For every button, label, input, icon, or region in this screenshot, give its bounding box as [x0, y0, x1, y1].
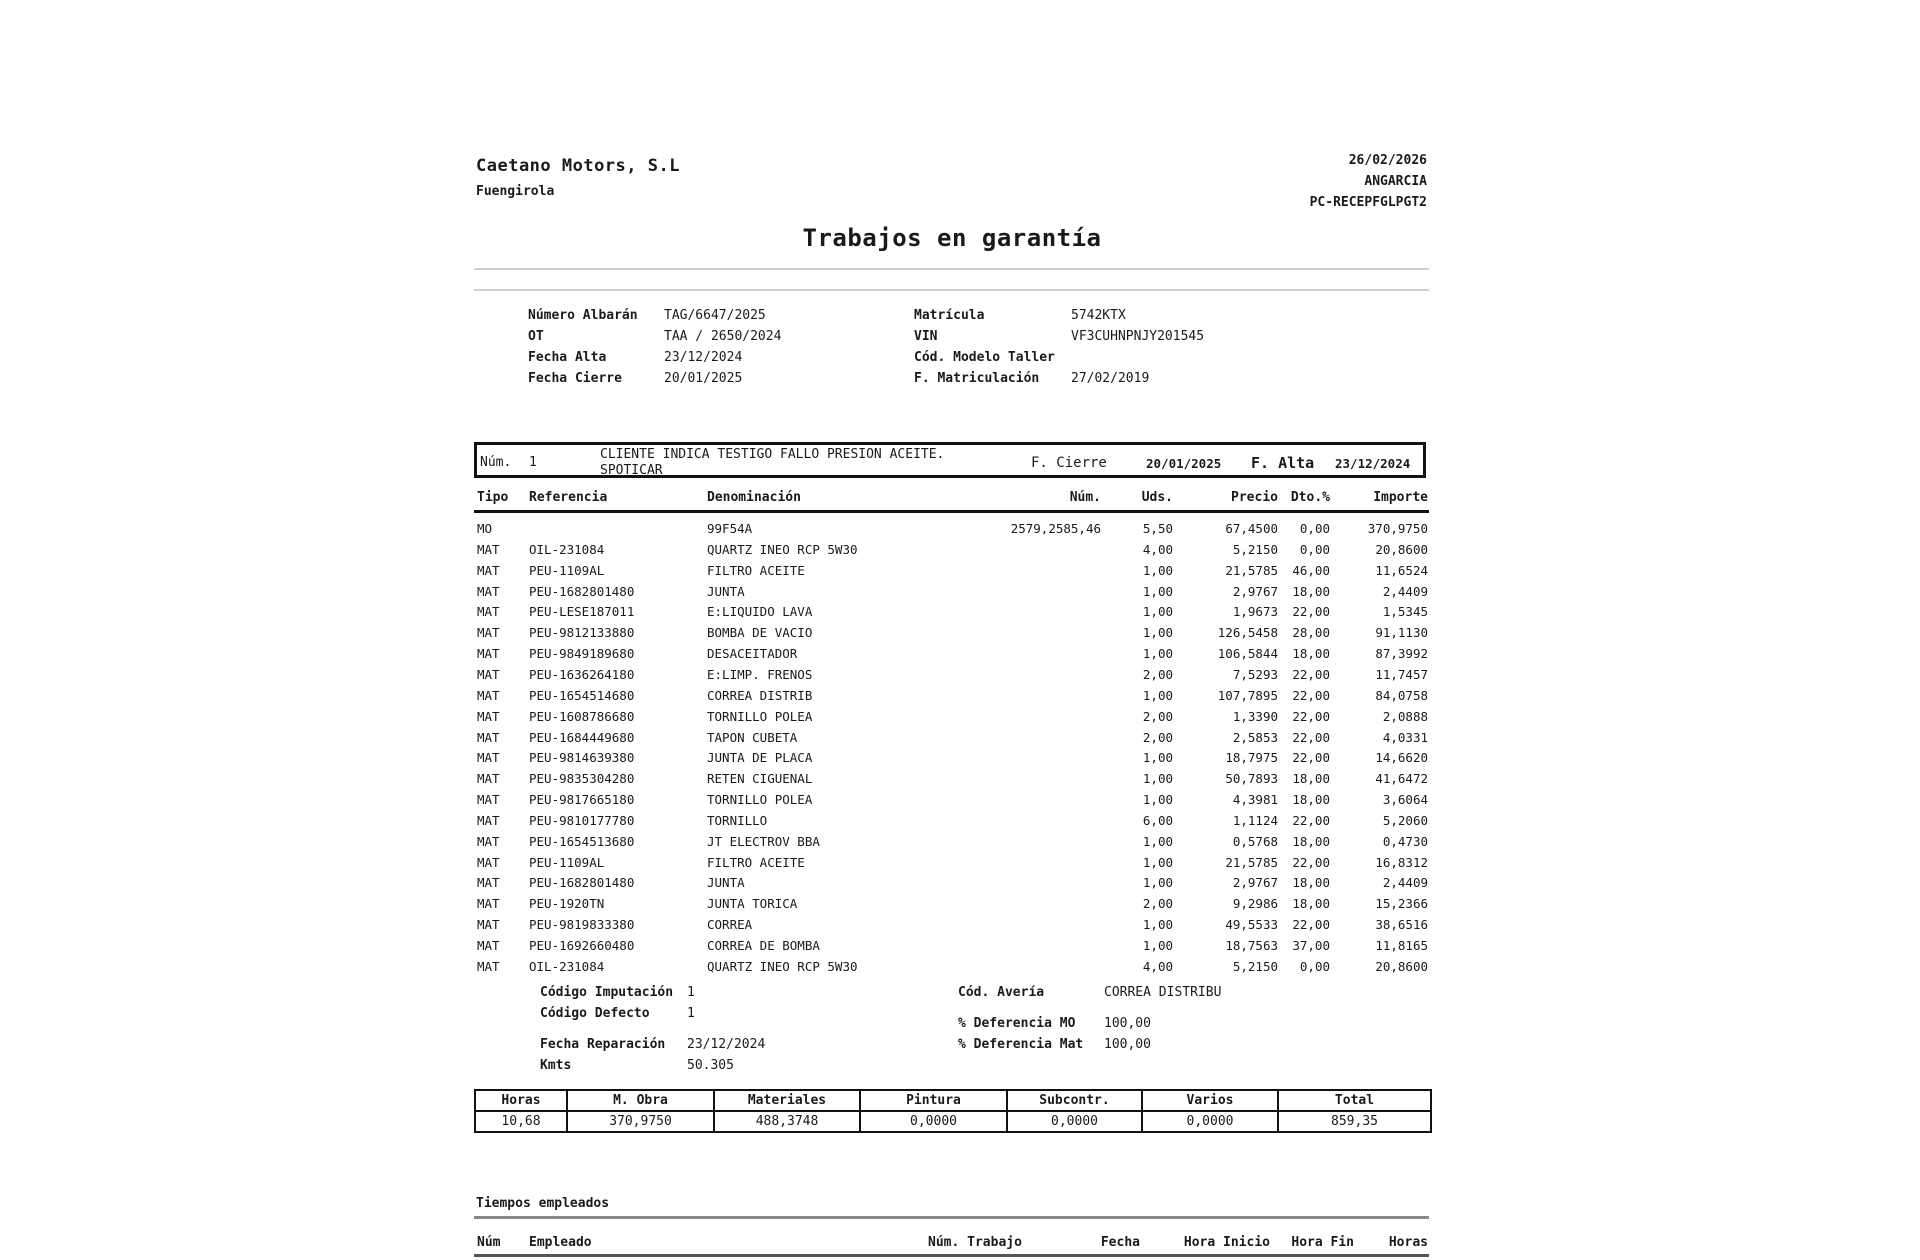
cell-uds: 1,00 [1142, 687, 1173, 703]
cell-dto: 0,00 [1299, 521, 1330, 536]
cell-dto: 22,00 [1292, 604, 1330, 620]
cell-tipo: MAT [477, 792, 500, 808]
matriculacion-value: 27/02/2019 [1071, 371, 1150, 386]
cell-referencia: PEU-1109AL [529, 854, 605, 870]
cell-dto: 37,00 [1292, 938, 1330, 953]
cell-importe: 5,2060 [1382, 812, 1428, 828]
table-row [0, 542, 1920, 563]
tiempos-horas-header: Horas [1388, 1235, 1428, 1250]
cell-referencia: PEU-1608786680 [529, 708, 635, 724]
vin-label: VIN [914, 329, 938, 344]
cell-referencia: PEU-9835304280 [529, 771, 635, 787]
table-row [0, 521, 1920, 542]
cell-precio: 18,7563 [1225, 938, 1278, 953]
imputacion-value: 1 [687, 985, 695, 1000]
cell-importe: 14,6620 [1375, 750, 1428, 766]
cell-dto: 28,00 [1292, 625, 1330, 641]
defecto-label: Código Defecto [540, 1006, 650, 1021]
tiempos-title: Tiempos empleados [476, 1196, 610, 1211]
cell-denominacion: FILTRO ACEITE [707, 854, 805, 870]
table-row [0, 584, 1920, 605]
cell-denominacion: TORNILLO POLEA [707, 792, 813, 808]
cell-importe: 20,8600 [1375, 958, 1428, 974]
cell-dto: 18,00 [1292, 896, 1330, 912]
table-row [0, 625, 1920, 646]
print-user: ANGARCIA [1364, 174, 1427, 189]
averia-value: CORREA DISTRIBU [1104, 985, 1222, 1000]
cell-referencia: PEU-1684449680 [529, 729, 635, 745]
cell-denominacion: E:LIMP. FRENOS [707, 666, 813, 682]
cell-uds: 2,00 [1142, 729, 1173, 745]
cell-precio: 5,2150 [1232, 541, 1278, 557]
col-num-header: Núm. [1069, 490, 1101, 505]
cell-uds: 1,00 [1142, 917, 1173, 933]
cell-denominacion: CORREA DE BOMBA [707, 938, 820, 953]
totals-subcontr-value: 0,0000 [1007, 1111, 1142, 1132]
cell-importe: 4,0331 [1382, 729, 1428, 745]
cell-num: 2579,2585,46 [1010, 521, 1101, 536]
cell-tipo: MAT [477, 812, 500, 828]
table-row [0, 938, 1920, 959]
albaran-value: TAG/6647/2025 [664, 308, 766, 323]
totals-header-row [475, 1090, 1431, 1111]
cell-importe: 3,6064 [1382, 792, 1428, 808]
cell-denominacion: FILTRO ACEITE [707, 562, 805, 578]
totals-mobra-value: 370,9750 [567, 1111, 714, 1132]
table-row [0, 813, 1920, 834]
cell-precio: 49,5533 [1225, 917, 1278, 933]
totals-total-header: Total [1278, 1090, 1431, 1111]
col-uds-header: Uds. [1141, 490, 1173, 505]
cell-tipo: MAT [477, 687, 500, 703]
matricula-value: 5742KTX [1071, 308, 1126, 323]
print-date: 26/02/2026 [1348, 153, 1427, 168]
print-station: PC-RECEPFGLPGT2 [1309, 195, 1427, 210]
line-num-value: 1 [529, 455, 537, 470]
company-city: Fuengirola [476, 184, 555, 199]
cell-importe: 11,6524 [1375, 562, 1428, 578]
cell-referencia: PEU-1654513680 [529, 833, 635, 849]
cell-uds: 1,00 [1142, 938, 1173, 953]
table-row [0, 834, 1920, 855]
diferencia-mat-value: 100,00 [1104, 1037, 1151, 1052]
cell-tipo: MAT [477, 958, 500, 974]
table-header-rule [474, 510, 1429, 513]
tiempos-fecha-header: Fecha [1100, 1235, 1140, 1250]
cell-importe: 38,6516 [1375, 917, 1428, 933]
cell-uds: 2,00 [1142, 708, 1173, 724]
cell-denominacion: JUNTA DE PLACA [707, 750, 813, 766]
cell-precio: 2,5853 [1232, 729, 1278, 745]
cell-denominacion: BOMBA DE VACIO [707, 625, 813, 641]
cell-precio: 1,9673 [1232, 604, 1278, 620]
cell-uds: 1,00 [1142, 833, 1173, 849]
tiempos-inicio-header: Hora Inicio [1183, 1235, 1270, 1250]
cell-denominacion: QUARTZ INEO RCP 5W30 [707, 541, 858, 557]
cell-denominacion: JUNTA TORICA [707, 896, 798, 912]
cell-uds: 4,00 [1142, 958, 1173, 974]
divider-top [474, 268, 1429, 270]
cell-importe: 15,2366 [1375, 896, 1428, 912]
col-denominacion-header: Denominación [707, 490, 801, 505]
cell-precio: 4,3981 [1232, 792, 1278, 808]
fecha-alta-value: 23/12/2024 [664, 350, 743, 365]
cell-denominacion: TAPON CUBETA [707, 729, 798, 745]
cell-importe: 0,4730 [1382, 833, 1428, 849]
tiempos-header-rule [474, 1254, 1429, 1257]
cell-referencia: PEU-1654514680 [529, 687, 635, 703]
cell-denominacion: E:LIQUIDO LAVA [707, 604, 813, 620]
totals-mobra-header: M. Obra [567, 1090, 714, 1111]
cell-tipo: MAT [477, 771, 500, 787]
cell-precio: 1,3390 [1232, 708, 1278, 724]
cell-uds: 1,00 [1142, 646, 1173, 662]
totals-materiales-value: 488,3748 [714, 1111, 860, 1132]
table-row [0, 855, 1920, 876]
averia-label: Cód. Avería [958, 985, 1045, 1000]
totals-pintura-value: 0,0000 [860, 1111, 1007, 1132]
line-alta-value: 23/12/2024 [1335, 456, 1411, 471]
imputacion-label: Código Imputación [540, 985, 674, 1000]
table-row [0, 896, 1920, 917]
cell-referencia: PEU-9817665180 [529, 792, 635, 808]
ot-label: OT [528, 329, 544, 344]
cell-dto: 22,00 [1292, 812, 1330, 828]
cell-tipo: MAT [477, 666, 500, 682]
cell-tipo: MAT [477, 625, 500, 641]
cell-uds: 1,00 [1142, 771, 1173, 787]
cell-importe: 11,7457 [1375, 666, 1428, 682]
totals-materiales-header: Materiales [714, 1090, 860, 1111]
diferencia-mo-value: 100,00 [1104, 1016, 1151, 1031]
reparacion-value: 23/12/2024 [687, 1037, 766, 1052]
table-row [0, 604, 1920, 625]
line-cierre-label: F. Cierre [1031, 455, 1107, 471]
cell-referencia: PEU-9810177780 [529, 812, 635, 828]
cell-dto: 18,00 [1292, 875, 1330, 891]
cell-denominacion: TORNILLO POLEA [707, 708, 813, 724]
col-precio-header: Precio [1231, 490, 1278, 505]
cell-precio: 67,4500 [1225, 521, 1278, 536]
col-importe-header: Importe [1373, 490, 1428, 505]
tiempos-fin-header: Hora Fin [1291, 1235, 1354, 1250]
cell-uds: 2,00 [1142, 666, 1173, 682]
cell-importe: 11,8165 [1375, 938, 1428, 953]
table-row [0, 667, 1920, 688]
modelo-taller-label: Cód. Modelo Taller [914, 350, 1055, 365]
cell-tipo: MAT [477, 541, 500, 557]
cell-dto: 46,00 [1292, 562, 1330, 578]
reparacion-label: Fecha Reparación [540, 1037, 666, 1052]
cell-denominacion: CORREA DISTRIB [707, 687, 813, 703]
cell-referencia: PEU-1682801480 [529, 875, 635, 891]
totals-horas-header: Horas [475, 1090, 567, 1111]
cell-referencia: PEU-1109AL [529, 562, 605, 578]
cell-tipo: MAT [477, 875, 500, 891]
matriculacion-label: F. Matriculación [914, 371, 1040, 386]
divider-top-2 [474, 289, 1429, 291]
cell-uds: 1,00 [1142, 750, 1173, 766]
cell-dto: 22,00 [1292, 854, 1330, 870]
diferencia-mo-label: % Deferencia MO [958, 1016, 1076, 1031]
cell-referencia: PEU-1636264180 [529, 666, 635, 682]
table-row [0, 646, 1920, 667]
cell-denominacion: JT ELECTROV BBA [707, 833, 820, 849]
matricula-label: Matrícula [914, 308, 985, 323]
table-row [0, 959, 1920, 980]
vin-value: VF3CUHNPNJY201545 [1071, 329, 1205, 344]
cell-uds: 1,00 [1142, 854, 1173, 870]
line-description-2: SPOTICAR [600, 463, 663, 478]
kmts-value: 50.305 [687, 1058, 734, 1073]
cell-denominacion: JUNTA [707, 875, 745, 891]
cell-tipo: MO [477, 521, 493, 536]
totals-pintura-header: Pintura [860, 1090, 1007, 1111]
cell-uds: 1,00 [1142, 583, 1173, 599]
cell-referencia: PEU-9849189680 [529, 646, 635, 662]
cell-dto: 22,00 [1292, 687, 1330, 703]
cell-precio: 106,5844 [1217, 646, 1278, 662]
cell-dto: 18,00 [1292, 833, 1330, 849]
cell-importe: 2,4409 [1382, 875, 1428, 891]
cell-importe: 20,8600 [1375, 541, 1428, 557]
cell-dto: 18,00 [1292, 583, 1330, 599]
cell-dto: 22,00 [1292, 729, 1330, 745]
cell-tipo: MAT [477, 833, 500, 849]
cell-tipo: MAT [477, 646, 500, 662]
cell-uds: 1,00 [1142, 562, 1173, 578]
line-description: CLIENTE INDICA TESTIGO FALLO PRESION ACEITE. [600, 447, 945, 462]
cell-precio: 107,7895 [1217, 687, 1278, 703]
cell-dto: 18,00 [1292, 771, 1330, 787]
table-row [0, 730, 1920, 751]
cell-importe: 16,8312 [1375, 854, 1428, 870]
totals-varios-header: Varios [1142, 1090, 1278, 1111]
cell-dto: 22,00 [1292, 708, 1330, 724]
cell-referencia: PEU-1682801480 [529, 583, 635, 599]
document-title: Trabajos en garantía [802, 224, 1102, 252]
totals-total-value: 859,35 [1278, 1111, 1431, 1132]
cell-denominacion: QUARTZ INEO RCP 5W30 [707, 958, 858, 974]
cell-precio: 18,7975 [1225, 750, 1278, 766]
cell-referencia: PEU-LESE187011 [529, 604, 635, 620]
cell-uds: 1,00 [1142, 875, 1173, 891]
cell-importe: 41,6472 [1375, 771, 1428, 787]
cell-dto: 18,00 [1292, 792, 1330, 808]
cell-uds: 2,00 [1142, 896, 1173, 912]
cell-importe: 2,0888 [1382, 708, 1428, 724]
cell-dto: 22,00 [1292, 666, 1330, 682]
cell-tipo: MAT [477, 708, 500, 724]
totals-subcontr-header: Subcontr. [1007, 1090, 1142, 1111]
albaran-label: Número Albarán [528, 308, 638, 323]
tiempos-rule [474, 1216, 1429, 1219]
line-alta-label: F. Alta [1251, 454, 1315, 472]
cell-referencia: PEU-9812133880 [529, 625, 635, 641]
cell-referencia: PEU-9819833380 [529, 917, 635, 933]
cell-precio: 21,5785 [1225, 854, 1278, 870]
cell-referencia: OIL-231084 [529, 958, 605, 974]
cell-uds: 4,00 [1142, 541, 1173, 557]
cell-precio: 9,2986 [1232, 896, 1278, 912]
table-row [0, 792, 1920, 813]
cell-precio: 7,5293 [1232, 666, 1278, 682]
cell-tipo: MAT [477, 604, 500, 620]
cell-importe: 1,5345 [1382, 604, 1428, 620]
cell-tipo: MAT [477, 917, 500, 933]
cell-denominacion: JUNTA [707, 583, 745, 599]
cell-denominacion: 99F54A [707, 521, 753, 536]
cell-tipo: MAT [477, 854, 500, 870]
cell-uds: 5,50 [1142, 521, 1173, 536]
tiempos-num-header: Núm [477, 1235, 501, 1250]
cell-tipo: MAT [477, 750, 500, 766]
cell-precio: 50,7893 [1225, 771, 1278, 787]
cell-denominacion: DESACEITADOR [707, 646, 798, 662]
cell-referencia: PEU-9814639380 [529, 750, 635, 766]
table-row [0, 875, 1920, 896]
cell-uds: 1,00 [1142, 604, 1173, 620]
cell-dto: 0,00 [1299, 541, 1330, 557]
cell-precio: 2,9767 [1232, 583, 1278, 599]
tiempos-empleado-header: Empleado [529, 1235, 592, 1250]
cell-importe: 87,3992 [1375, 646, 1428, 662]
cell-tipo: MAT [477, 938, 500, 953]
ot-value: TAA / 2650/2024 [664, 329, 782, 344]
cell-precio: 126,5458 [1217, 625, 1278, 641]
cell-uds: 1,00 [1142, 792, 1173, 808]
line-num-label: Núm. [480, 455, 512, 470]
cell-dto: 22,00 [1292, 750, 1330, 766]
cell-uds: 6,00 [1142, 812, 1173, 828]
totals-horas-value: 10,68 [475, 1111, 567, 1132]
cell-importe: 370,9750 [1367, 521, 1428, 536]
totals-varios-value: 0,0000 [1142, 1111, 1278, 1132]
cell-dto: 0,00 [1299, 958, 1330, 974]
fecha-cierre-value: 20/01/2025 [664, 371, 743, 386]
diferencia-mat-label: % Deferencia Mat [958, 1037, 1084, 1052]
cell-precio: 1,1124 [1232, 812, 1278, 828]
cell-precio: 2,9767 [1232, 875, 1278, 891]
cell-referencia: PEU-1920TN [529, 896, 605, 912]
cell-importe: 84,0758 [1375, 687, 1428, 703]
table-row [0, 917, 1920, 938]
tiempos-trabajo-header: Núm. Trabajo [928, 1235, 1022, 1250]
cell-denominacion: RETEN CIGUENAL [707, 771, 813, 787]
defecto-value: 1 [687, 1006, 695, 1021]
cell-precio: 5,2150 [1232, 958, 1278, 974]
cell-uds: 1,00 [1142, 625, 1173, 641]
cell-dto: 22,00 [1292, 917, 1330, 933]
totals-table [474, 1089, 1432, 1133]
table-row [0, 709, 1920, 730]
cell-dto: 18,00 [1292, 646, 1330, 662]
line-cierre-value: 20/01/2025 [1146, 456, 1222, 471]
totals-values-row [475, 1111, 1431, 1132]
cell-denominacion: TORNILLO [707, 812, 768, 828]
cell-referencia: PEU-1692660480 [529, 938, 635, 953]
cell-precio: 0,5768 [1232, 833, 1278, 849]
cell-tipo: MAT [477, 583, 500, 599]
fecha-alta-label: Fecha Alta [528, 350, 607, 365]
cell-importe: 91,1130 [1375, 625, 1428, 641]
col-dto-header: Dto.% [1290, 490, 1330, 505]
cell-importe: 2,4409 [1382, 583, 1428, 599]
fecha-cierre-label: Fecha Cierre [528, 371, 622, 386]
cell-precio: 21,5785 [1225, 562, 1278, 578]
table-row [0, 771, 1920, 792]
cell-referencia: OIL-231084 [529, 541, 605, 557]
table-row [0, 750, 1920, 771]
col-referencia-header: Referencia [529, 490, 608, 505]
table-row [0, 563, 1920, 584]
company-name: Caetano Motors, S.L [476, 156, 680, 176]
cell-tipo: MAT [477, 562, 500, 578]
cell-denominacion: CORREA [707, 917, 753, 933]
cell-tipo: MAT [477, 896, 500, 912]
cell-tipo: MAT [477, 729, 500, 745]
col-tipo-header: Tipo [477, 490, 509, 505]
table-row [0, 688, 1920, 709]
kmts-label: Kmts [540, 1058, 572, 1073]
